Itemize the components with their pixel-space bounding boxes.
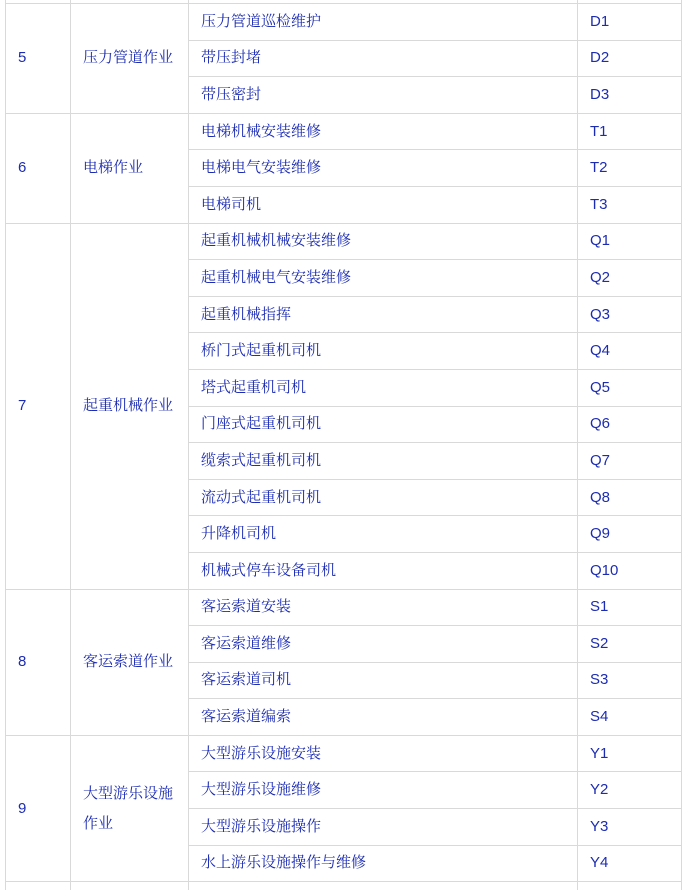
certification-category-table [5,0,682,890]
item-code-cell: Q1 [578,223,682,260]
item-code-cell: Y4 [578,845,682,882]
item-name-cell: 客运索道维修 [189,626,578,663]
item-name-cell: 桥门式起重机司机 [189,333,578,370]
cutoff-cell [6,882,71,891]
item-name-cell: 带压封堵 [189,40,578,77]
item-name-cell: 大型游乐设施维修 [189,772,578,809]
section-category-cell: 起重机械作业 [71,223,189,589]
item-name-cell: 机械式停车设备司机 [189,552,578,589]
item-code-cell: D1 [578,4,682,41]
item-code-cell: S3 [578,662,682,699]
item-code-cell: T3 [578,186,682,223]
table-row [6,589,682,626]
item-name-cell: 带压密封 [189,77,578,114]
section-category-cell: 压力管道作业 [71,4,189,114]
item-code-cell: Y2 [578,772,682,809]
item-code-cell: Q8 [578,479,682,516]
item-code-cell: D3 [578,77,682,114]
item-name-cell: 水上游乐设施操作与维修 [189,845,578,882]
item-code-cell: T2 [578,150,682,187]
cutoff-cell [189,882,578,891]
cutoff-cell [578,882,682,891]
item-name-cell: 缆索式起重机司机 [189,443,578,480]
item-code-cell: Q10 [578,552,682,589]
item-code-cell: Q4 [578,333,682,370]
item-code-cell: Q7 [578,443,682,480]
item-code-cell: Q6 [578,406,682,443]
item-name-cell: 电梯机械安装维修 [189,113,578,150]
section-category-cell: 客运索道作业 [71,589,189,735]
section-category-cell: 大型游乐设施作业 [71,735,189,881]
item-code-cell: Y3 [578,809,682,846]
item-name-cell: 起重机械电气安装维修 [189,260,578,297]
item-code-cell: Q9 [578,516,682,553]
table-row [6,735,682,772]
item-name-cell: 门座式起重机司机 [189,406,578,443]
table-row [6,4,682,41]
item-code-cell: Q2 [578,260,682,297]
item-name-cell: 电梯司机 [189,186,578,223]
section-number-cell: 9 [6,735,71,881]
table-row [6,113,682,150]
item-code-cell: D2 [578,40,682,77]
section-number-cell: 8 [6,589,71,735]
item-code-cell: S4 [578,699,682,736]
section-number-cell: 6 [6,113,71,223]
item-name-cell: 大型游乐设施安装 [189,735,578,772]
item-name-cell: 客运索道编索 [189,699,578,736]
item-name-cell: 起重机械机械安装维修 [189,223,578,260]
item-code-cell: Q5 [578,369,682,406]
item-code-cell: Q3 [578,296,682,333]
item-name-cell: 大型游乐设施操作 [189,809,578,846]
item-name-cell: 电梯电气安装维修 [189,150,578,187]
section-number-cell: 5 [6,4,71,114]
item-code-cell: S1 [578,589,682,626]
item-name-cell: 流动式起重机司机 [189,479,578,516]
item-name-cell: 塔式起重机司机 [189,369,578,406]
table-body [6,0,682,890]
section-category-cell: 电梯作业 [71,113,189,223]
item-name-cell: 压力管道巡检维护 [189,4,578,41]
item-name-cell: 客运索道司机 [189,662,578,699]
item-name-cell: 客运索道安装 [189,589,578,626]
item-code-cell: S2 [578,626,682,663]
cutoff-partial-row [6,882,682,891]
cutoff-cell [71,882,189,891]
table-row [6,223,682,260]
item-code-cell: T1 [578,113,682,150]
section-number-cell: 7 [6,223,71,589]
item-name-cell: 升降机司机 [189,516,578,553]
item-code-cell: Y1 [578,735,682,772]
item-name-cell: 起重机械指挥 [189,296,578,333]
